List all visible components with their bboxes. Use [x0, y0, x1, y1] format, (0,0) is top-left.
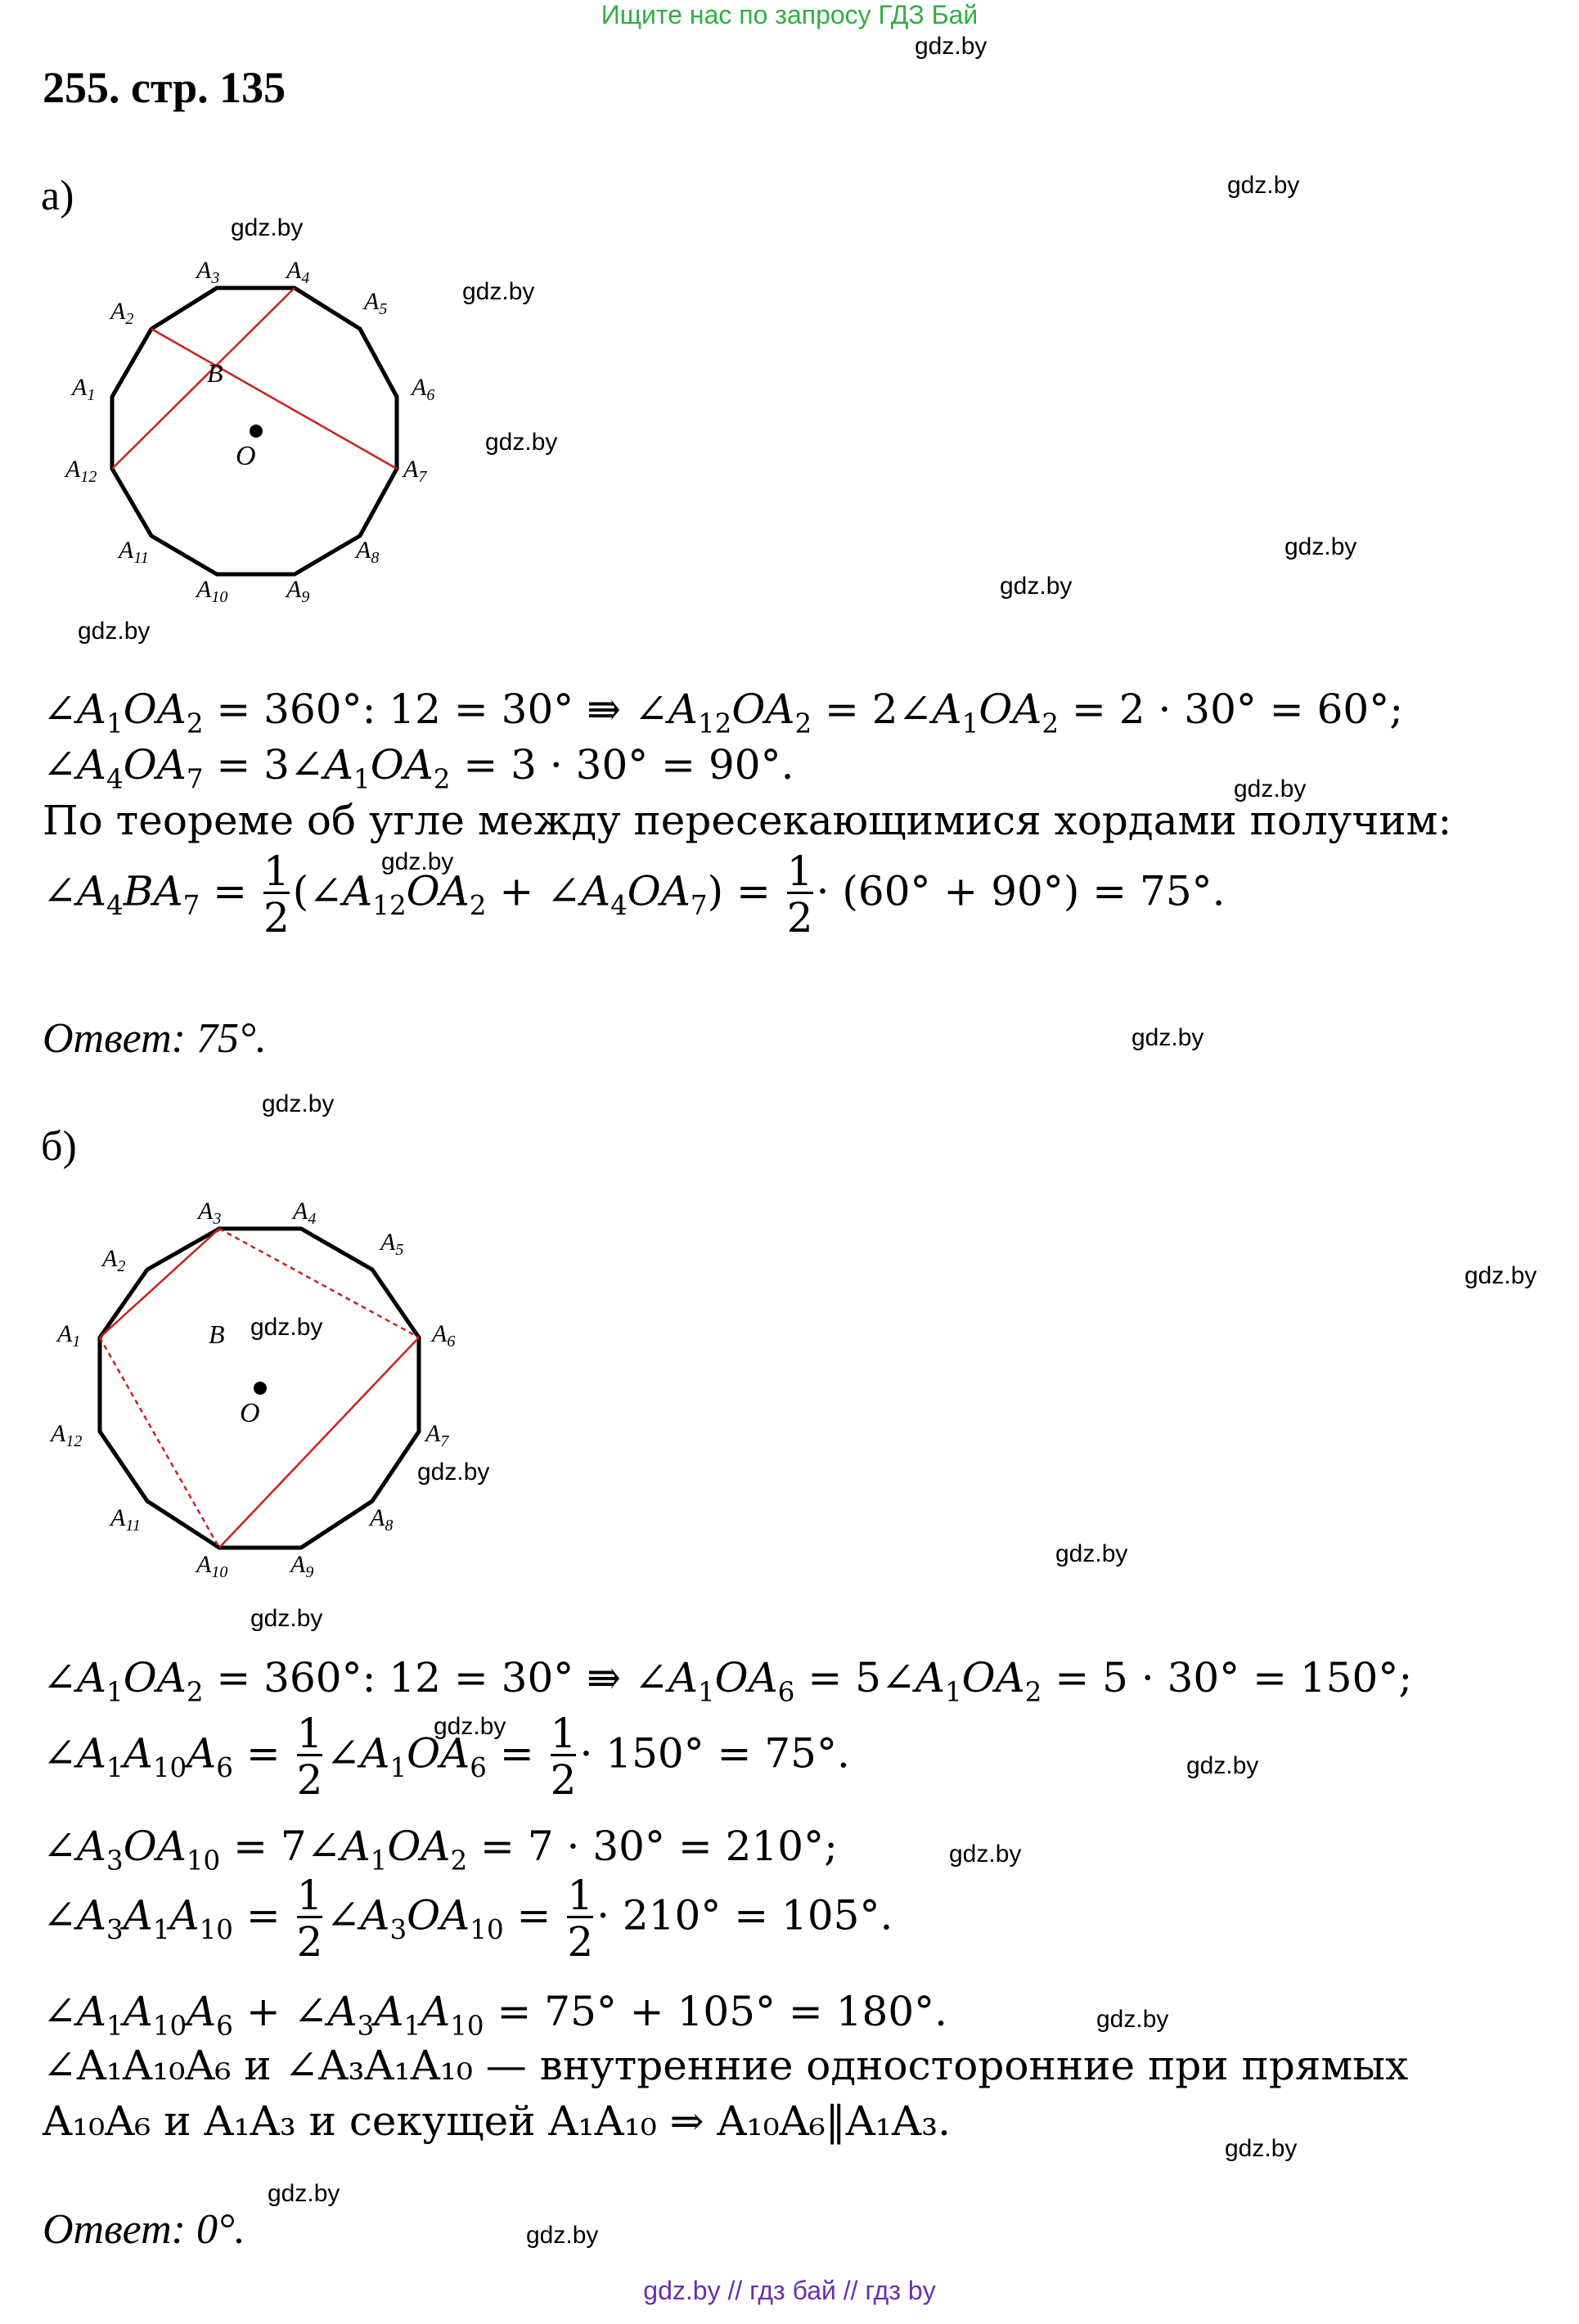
watermark: gdz.by [381, 848, 454, 875]
watermark: gdz.by [231, 214, 304, 241]
conclusion-line1: ∠A₁A₁₀A₆ и ∠A₃A₁A₁₀ — внутренние односторонние при прямых [43, 2042, 1409, 2089]
part-b-label: б) [41, 1123, 77, 1170]
vertex-label-a2: $A_2$ [110, 298, 134, 328]
vertex-label-a3: $A_3$ [198, 1198, 222, 1228]
vertex-label-a11: $A_{11}$ [110, 1504, 141, 1535]
watermark: gdz.by [1225, 2135, 1298, 2162]
center-point [250, 425, 263, 438]
chord-a4-a12 [112, 288, 295, 469]
answer-a: Ответ: 75°. [43, 1015, 267, 1062]
chord-a1-a3 [100, 1229, 219, 1337]
equation-b-line2: $\angle A_1A_{10}A_6$ = $\frac{1}{2}$ $\angle A_1OA_6$ = $\frac{1}{2}$ · 150° = 75°. [43, 1710, 850, 1804]
watermark: gdz.by [250, 1605, 323, 1632]
vertex-label-a4: $A_4$ [293, 1198, 317, 1228]
center-label: O [240, 1398, 260, 1428]
vertex-label-a8: $A_8$ [370, 1504, 394, 1535]
chord-a2-a7 [151, 329, 397, 469]
vertex-label-a11: $A_{11}$ [119, 537, 149, 567]
part-a-label: а) [41, 173, 74, 219]
equation-b-line5: $\angle A_1A_{10}A_6$ + $\angle A_3A_1A_{10} = 75^\circ + 105^\circ = 180^\circ$. [43, 1988, 948, 2042]
vertex-label-a6: $A_6$ [412, 374, 435, 404]
vertex-label-a9: $A_9$ [286, 576, 310, 606]
watermark: gdz.by [915, 33, 987, 60]
footer-links[interactable]: gdz.by // гдз бай // гдз by [643, 2276, 936, 2305]
vertex-label-a5: $A_5$ [364, 288, 388, 318]
vertex-label-a10: $A_{10}$ [196, 576, 228, 606]
watermark: gdz.by [1234, 775, 1307, 802]
watermark: gdz.by [1186, 1752, 1259, 1779]
vertex-label-a7: $A_7$ [425, 1420, 449, 1450]
vertex-label-a6: $A_6$ [432, 1320, 456, 1351]
watermark: gdz.by [417, 1459, 490, 1486]
center-point [254, 1382, 267, 1395]
answer-b: Ответ: 0°. [43, 2206, 245, 2253]
vertex-label-a4: $A_4$ [286, 257, 310, 287]
watermark: gdz.by [268, 2180, 340, 2207]
equation-a-line3: $\angle A_4BA_7$ = $\frac{1}{2}$ ($\angle A_{12}OA_2$ + $\angle A_4OA_7$) = $\frac{1}{2}$ · (60° + 90°) = 75°. [43, 847, 1226, 942]
watermark: gdz.by [1284, 533, 1357, 560]
equation-b-line3: $\angle A_3OA_{10}$ = $7\angle A_1OA_2 = 7 \cdot 30^\circ = 210^\circ$; [43, 1823, 838, 1877]
watermark: gdz.by [485, 429, 558, 456]
watermark: gdz.by [1096, 2006, 1169, 2033]
watermark: gdz.by [1464, 1262, 1537, 1289]
vertex-label-a3: $A_3$ [196, 257, 220, 287]
vertex-label-a7: $A_7$ [403, 456, 427, 486]
watermark: gdz.by [434, 1713, 506, 1740]
vertex-label-a5: $A_5$ [380, 1229, 404, 1259]
watermark: gdz.by [1000, 573, 1073, 600]
vertex-label-a1: $A_1$ [72, 374, 96, 404]
conclusion-line2: A₁₀A₆ и A₁A₃ и секущей A₁A₁₀ ⇒ A₁₀A₆‖A₁A₃. [43, 2097, 951, 2145]
watermark: gdz.by [78, 618, 151, 645]
vertex-label-a10: $A_{10}$ [196, 1551, 228, 1581]
watermark: gdz.by [1055, 1540, 1128, 1567]
dodecagon-figure-a [49, 237, 475, 622]
equation-a-line1: $\angle A_1OA_2 = 360^\circ$: 12 = 30° ⇛ $\angle A_{12}OA_2$ = $2\angle A_1OA_2 = 2 \cdot 30^\circ = 60^\circ$; [43, 686, 1404, 739]
top-banner[interactable]: Ищите нас по запросу ГДЗ Бай [601, 0, 978, 29]
center-label: O [236, 441, 256, 471]
point-b-label: B [209, 1319, 225, 1349]
equation-b-line4: $\angle A_3A_1A_{10}$ = $\frac{1}{2}$ $\angle A_3OA_{10}$ = $\frac{1}{2}$ · 210° = 105°. [43, 1872, 893, 1966]
vertex-label-a12: $A_{12}$ [51, 1420, 83, 1450]
watermark: gdz.by [949, 1841, 1022, 1868]
watermark: gdz.by [262, 1090, 335, 1117]
equation-b-line1: $\angle A_1OA_2 = 360^\circ$: 12 = 30° ⇛ $\angle A_1OA_6$ = $5\angle A_1OA_2 = 5 \cdot 30^\circ = 150^\circ$; [43, 1654, 1413, 1708]
vertex-label-a1: $A_1$ [57, 1320, 81, 1351]
watermark: gdz.by [1131, 1024, 1204, 1051]
watermark: gdz.by [462, 278, 535, 305]
intersection-label: B [207, 358, 223, 388]
watermark: gdz.by [526, 2222, 599, 2249]
dodecagon-figure-b [41, 1178, 499, 1595]
watermark: gdz.by [250, 1314, 323, 1341]
equation-a-line2: $\angle A_4OA_7$ = $3\angle A_1OA_2 = 3 \cdot 30^\circ = 90^\circ$. [43, 741, 794, 795]
vertex-label-a8: $A_8$ [356, 537, 380, 567]
theorem-text: По теореме об угле между пересекающимися хордами получим: [43, 797, 1452, 844]
watermark: gdz.by [1227, 172, 1300, 199]
vertex-label-a9: $A_9$ [290, 1551, 314, 1581]
vertex-label-a12: $A_{12}$ [65, 456, 97, 486]
vertex-label-a2: $A_2$ [102, 1245, 126, 1275]
page-title: 255. стр. 135 [43, 63, 286, 112]
